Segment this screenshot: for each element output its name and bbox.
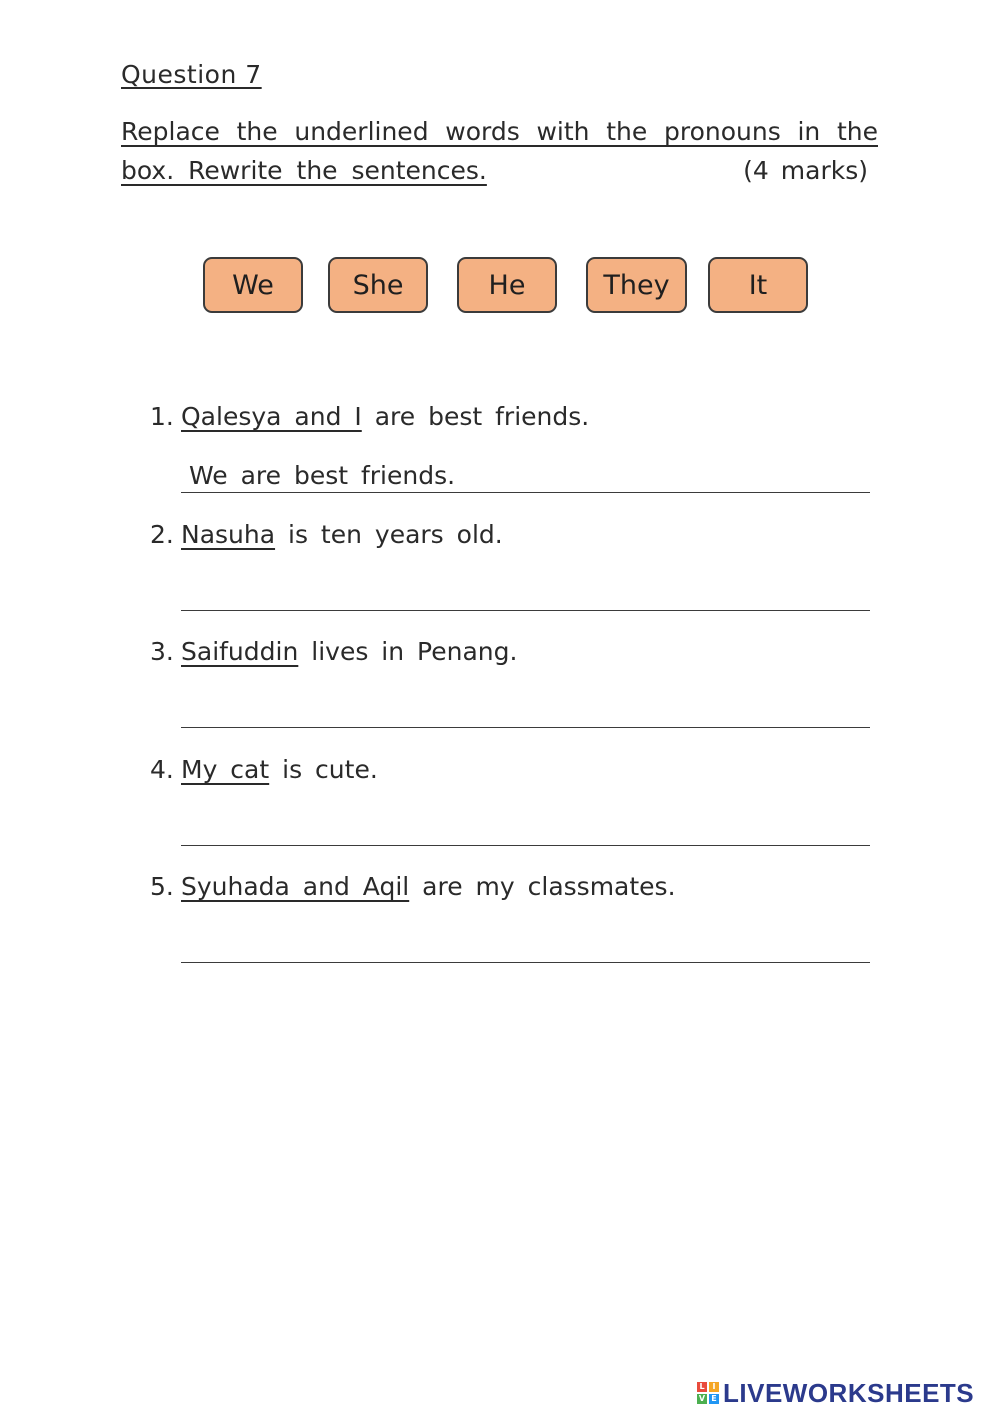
sentence-rest: is cute. [269,755,378,784]
question-title: Question 7 [121,60,262,89]
sentence-4 [150,755,378,784]
instruction-line-2-row [121,151,878,190]
answer-line-3[interactable] [181,694,870,728]
underlined-words: Nasuha [181,520,276,549]
sentence-3 [150,637,517,666]
pronoun-box-she[interactable]: She [328,257,428,313]
answer-line-2[interactable] [181,577,870,611]
underlined-words: Saifuddin [181,637,299,666]
sentence-number: 3. [150,637,174,666]
logo-grid-icon [697,1382,719,1404]
pronoun-box-he[interactable]: He [457,257,557,313]
logo-letter: I [709,1382,719,1392]
pronoun-box-it[interactable]: It [708,257,808,313]
sentence-rest: are best friends. [361,402,590,431]
answer-line-5[interactable] [181,929,870,963]
sentence-2 [150,520,503,549]
pronoun-box-row [0,257,1000,315]
sentence-5 [150,872,676,901]
instruction-line-2: box. Rewrite the sentences. [121,156,487,185]
liveworksheets-logo[interactable] [697,1377,975,1408]
instructions [121,112,878,190]
underlined-words: My cat [181,755,270,784]
sentence-number: 4. [150,755,174,784]
sentence-number: 2. [150,520,174,549]
pronoun-box-we[interactable]: We [203,257,303,313]
marks-label: (4 marks) [743,156,868,185]
brand-name: LIVEWORKSHEETS [723,1377,975,1408]
answer-line-4[interactable] [181,812,870,846]
logo-letter: L [697,1382,707,1392]
sentence-number: 5. [150,872,174,901]
sentence-rest: are my classmates. [409,872,676,901]
sentence-number: 1. [150,402,174,431]
instruction-line-1: Replace the underlined words with the pronouns in the [121,117,878,146]
sentence-rest: is ten years old. [275,520,503,549]
underlined-words: Syuhada and Aqil [181,872,410,901]
pronoun-box-they[interactable]: They [586,257,687,313]
sentence-rest: lives in Penang. [298,637,518,666]
logo-letter: E [709,1394,719,1404]
sentence-1 [150,402,589,431]
underlined-words: Qalesya and I [181,402,362,431]
answer-line-1[interactable]: We are best friends. [181,459,870,493]
logo-letter: V [698,1394,706,1403]
